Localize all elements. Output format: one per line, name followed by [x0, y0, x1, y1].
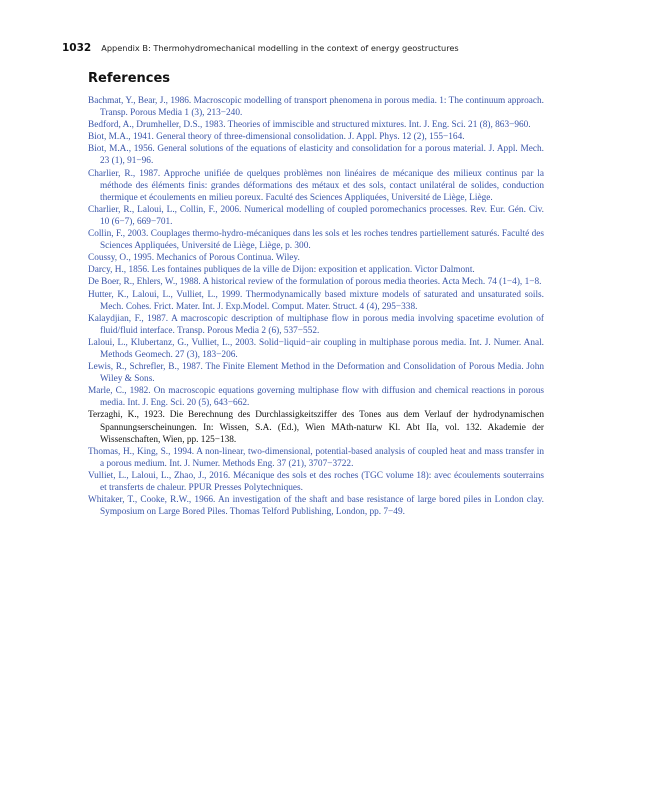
references-heading: References: [88, 71, 171, 86]
reference-entry: Terzaghi, K., 1923. Die Berechnung des Durchlassigkeitsziffer des Tones aus dem Verlauf der hydrodynamischen Spannungserscheinungen. In: Wissen, S.A. (Ed.), Wien MAth-naturw Kl. Abt IIa, vol. 132. Akademie der Wissenschaften, Wien, pp. 125−138.: [88, 410, 544, 445]
reference-entry[interactable]: Biot, M.A., 1941. General theory of three-dimensional consolidation. J. Appl. Phys. 12 (2), 155−164.: [88, 132, 465, 143]
reference-entry[interactable]: Thomas, H., King, S., 1994. A non-linear, two-dimensional, potential-based analysis of coupled heat and mass transfer in a porous medium. Int. J. Numer. Methods Eng. 37 (21), 3707−3722.: [88, 446, 544, 469]
reference-entry[interactable]: Darcy, H., 1856. Les fontaines publiques de la ville de Dijon: exposition et application. Victor Dalmont.: [88, 265, 475, 276]
reference-entry[interactable]: Charlier, R., Laloui, L., Collin, F., 2006. Numerical modelling of coupled poromechanics processes. Rev. Eur. Gén. Civ. 10 (6−7), 669−701.: [88, 204, 544, 227]
reference-entry[interactable]: Whitaker, T., Cooke, R.W., 1966. An investigation of the shaft and base resistance of large bored piles in London clay. Symposium on Large Bored Piles. Thomas Telford Publishing, London, pp. 7−49.: [88, 495, 544, 518]
reference-entry[interactable]: Hutter, K., Laloui, L., Vulliet, L., 1999. Thermodynamically based mixture models of saturated and unsaturated soils. Mech. Cohes. Frict. Mater. Int. J. Exp.Model. Comput. Mater. Struct. 4 (4), 295−338.: [88, 289, 544, 312]
reference-entry[interactable]: Collin, F., 2003. Couplages thermo-hydro-mécaniques dans les sols et les roches tendres partiellement saturés. Faculté des Sciences Appliquées, Université de Liège, Liège, p. 300.: [88, 229, 544, 252]
running-title: Appendix B: Thermohydromechanical modelling in the context of energy geostructures: [101, 43, 459, 53]
reference-entry[interactable]: Marle, C., 1982. On macroscopic equations governing multiphase flow with diffusion and chemical reactions in porous media. Int. J. Eng. Sci. 20 (5), 643−662.: [88, 386, 544, 409]
reference-list: [88, 95, 544, 518]
reference-entry[interactable]: Charlier, R., 1987. Approche unifiée de quelques problèmes non linéaires de mécanique des milieux continus par la méthode des éléments finis: grandes déformations des métaux et des sols, contact unilatéral de solides, conduction thermique et écoulements en milieu poreux. Faculté des Sciences Appliquées, Université de Liège, Liège.: [88, 168, 544, 203]
reference-entry[interactable]: Vulliet, L., Laloui, L., Zhao, J., 2016. Mécanique des sols et des roches (TGC volume 18): avec écoulements souterrains et transferts de chaleur. PPUR Presses Polytechniques.: [88, 470, 544, 493]
page-number: 1032: [62, 42, 92, 54]
reference-entry[interactable]: Biot, M.A., 1956. General solutions of the equations of elasticity and consolidation for a porous material. J. Appl. Mech. 23 (1), 91−96.: [88, 144, 544, 167]
reference-entry[interactable]: Bachmat, Y., Bear, J., 1986. Macroscopic modelling of transport phenomena in porous media. 1: The continuum approach. Transp. Porous Media 1 (3), 213−240.: [88, 96, 544, 119]
running-header: [62, 42, 542, 54]
reference-entry[interactable]: Laloui, L., Klubertanz, G., Vulliet, L., 2003. Solid−liquid−air coupling in multiphase porous media. Int. J. Numer. Anal. Methods Geomech. 27 (3), 183−206.: [88, 337, 544, 360]
reference-entry[interactable]: Coussy, O., 1995. Mechanics of Porous Continua. Wiley.: [88, 253, 300, 264]
reference-entry[interactable]: Lewis, R., Schrefler, B., 1987. The Finite Element Method in the Deformation and Consolidation of Porous Media. John Wiley & Sons.: [88, 362, 544, 385]
reference-entry[interactable]: De Boer, R., Ehlers, W., 1988. A historical review of the formulation of porous media theories. Acta Mech. 74 (1−4), 1−8.: [88, 277, 542, 288]
reference-entry[interactable]: Kalaydjian, F., 1987. A macroscopic description of multiphase flow in porous media involving spacetime evolution of fluid/fluid interface. Transp. Porous Media 2 (6), 537−552.: [88, 313, 544, 336]
reference-entry[interactable]: Bedford, A., Drumheller, D.S., 1983. Theories of immiscible and structured mixtures. Int. J. Eng. Sci. 21 (8), 863−960.: [88, 120, 531, 131]
